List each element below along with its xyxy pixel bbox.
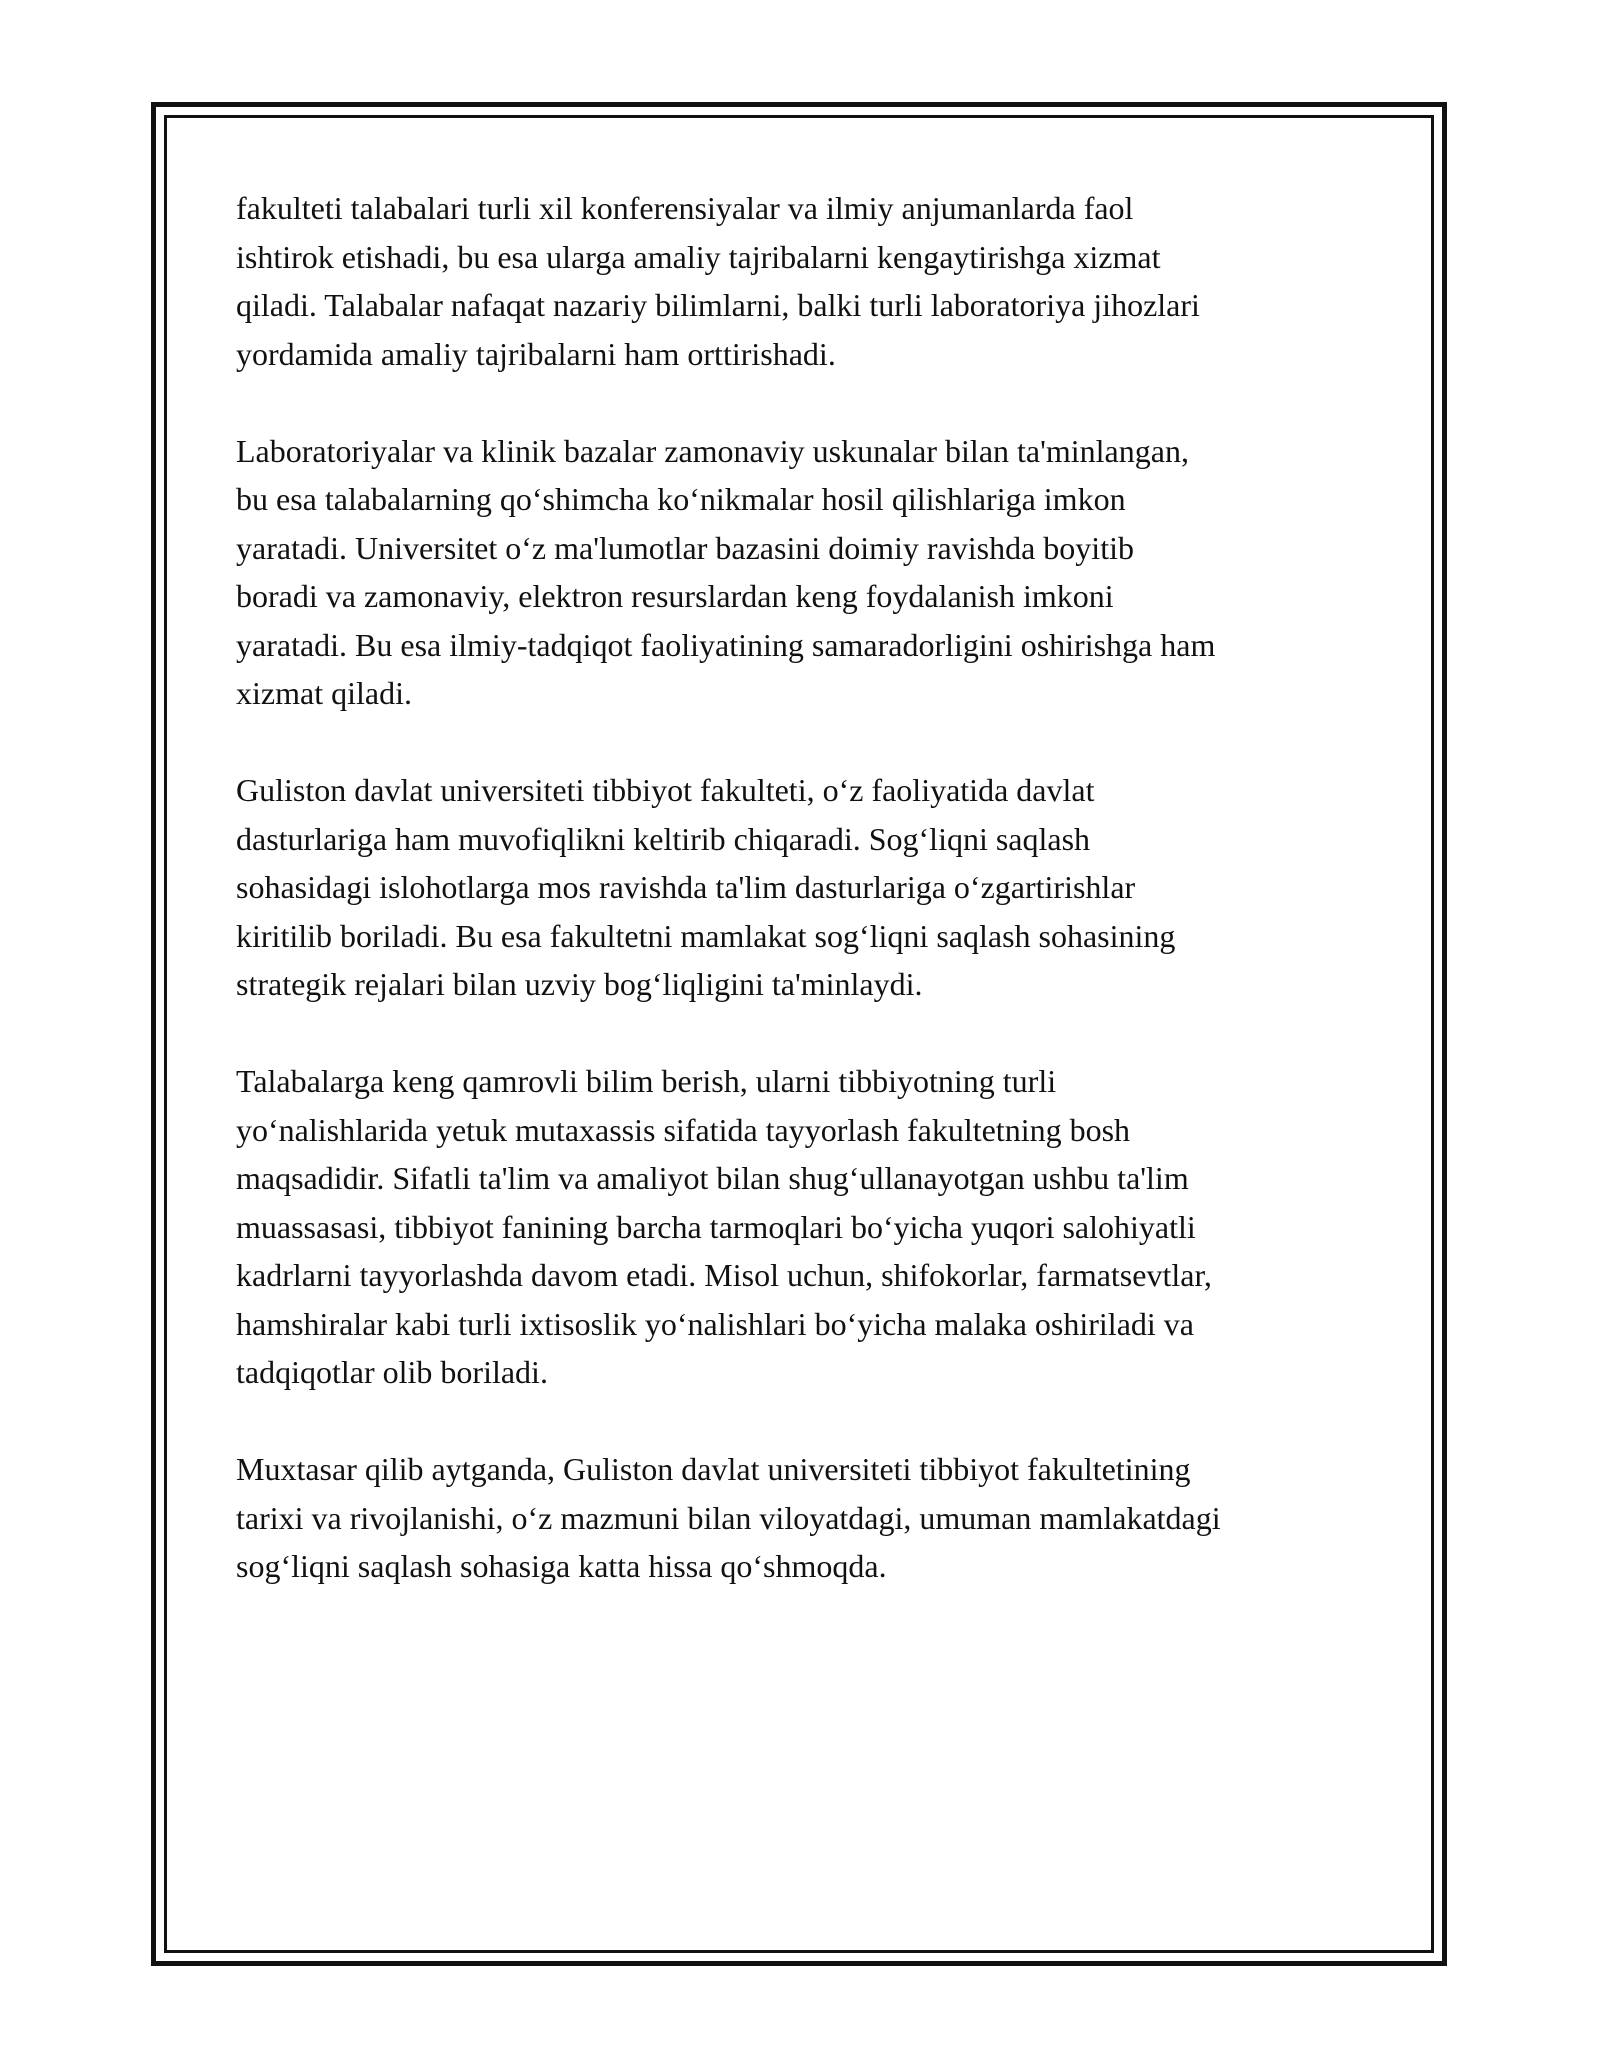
paragraph-2 [236, 427, 1372, 718]
text-line: bu esa talabalarning qo‘shimcha ko‘nikmalar hosil qilishlariga imkon [236, 481, 1126, 517]
text-line: hamshiralar kabi turli ixtisoslik yo‘nalishlari bo‘yicha malaka oshiriladi va [236, 1305, 1194, 1342]
text-line: tarixi va rivojlanishi, o‘z mazmuni bilan viloyatdagi, umuman mamlakatdagi [236, 1499, 1221, 1536]
text-line: strategik rejalari bilan uzviy bog‘liqligini ta'minlaydi. [236, 966, 923, 1002]
text-line: boradi va zamonaviy, elektron resurslardan keng foydalanish imkoni [236, 578, 1114, 614]
paragraph-3 [236, 766, 1372, 1009]
text-line: tadqiqotlar olib boriladi. [236, 1354, 548, 1390]
text-line: muassasasi, tibbiyot fanining barcha tarmoqlari bo‘yicha yuqori salohiyatli [236, 1208, 1196, 1245]
text-line: yaratadi. Universitet o‘z ma'lumotlar bazasini doimiy ravishda boyitib [236, 529, 1134, 566]
text-line: maqsadidir. Sifatli ta'lim va amaliyot bilan shug‘ullanayotgan ushbu ta'lim [236, 1160, 1189, 1196]
paragraph-5 [236, 1445, 1372, 1591]
text-line: yaratadi. Bu esa ilmiy-tadqiqot faoliyatining samaradorligini oshirishga ham [236, 626, 1216, 663]
text-line: yordamida amaliy tajribalarni ham orttirishadi. [236, 335, 836, 372]
document-body [236, 184, 1372, 1639]
text-line: xizmat qiladi. [236, 675, 412, 711]
text-line: kiritilib boriladi. Bu esa fakultetni mamlakat sog‘liqni saqlash sohasining [236, 917, 1176, 954]
text-line: kadrlarni tayyorlashda davom etadi. Misol uchun, shifokorlar, farmatsevtlar, [236, 1257, 1212, 1293]
text-line: yo‘nalishlarida yetuk mutaxassis sifatida tayyorlash fakultetning bosh [236, 1111, 1131, 1148]
text-line: dasturlariga ham muvofiqlikni keltirib chiqaradi. Sog‘liqni saqlash [236, 820, 1091, 857]
text-line: Guliston davlat universiteti tibbiyot fakulteti, o‘z faoliyatida davlat [236, 772, 1095, 808]
text-line: Muxtasar qilib aytganda, Guliston davlat universiteti tibbiyot fakultetining [236, 1451, 1191, 1487]
paragraph-4 [236, 1057, 1372, 1397]
text-line: sohasidagi islohotlarga mos ravishda ta'lim dasturlariga o‘zgartirishlar [236, 869, 1136, 905]
text-line: ishtirok etishadi, bu esa ularga amaliy tajribalarni kengaytirishga xizmat [236, 238, 1161, 275]
paragraph-1 [236, 184, 1372, 378]
text-line: Laboratoriyalar va klinik bazalar zamonaviy uskunalar bilan ta'minlangan, [236, 432, 1189, 469]
text-line: sog‘liqni saqlash sohasiga katta hissa qo‘shmoqda. [236, 1548, 887, 1584]
text-line: fakulteti talabalari turli xil konferensiyalar va ilmiy anjumanlarda faol [236, 190, 1134, 226]
text-line: Talabalarga keng qamrovli bilim berish, ularni tibbiyotning turli [236, 1063, 1057, 1099]
text-line: qiladi. Talabalar nafaqat nazariy bilimlarni, balki turli laboratoriya jihozlari [236, 287, 1200, 323]
